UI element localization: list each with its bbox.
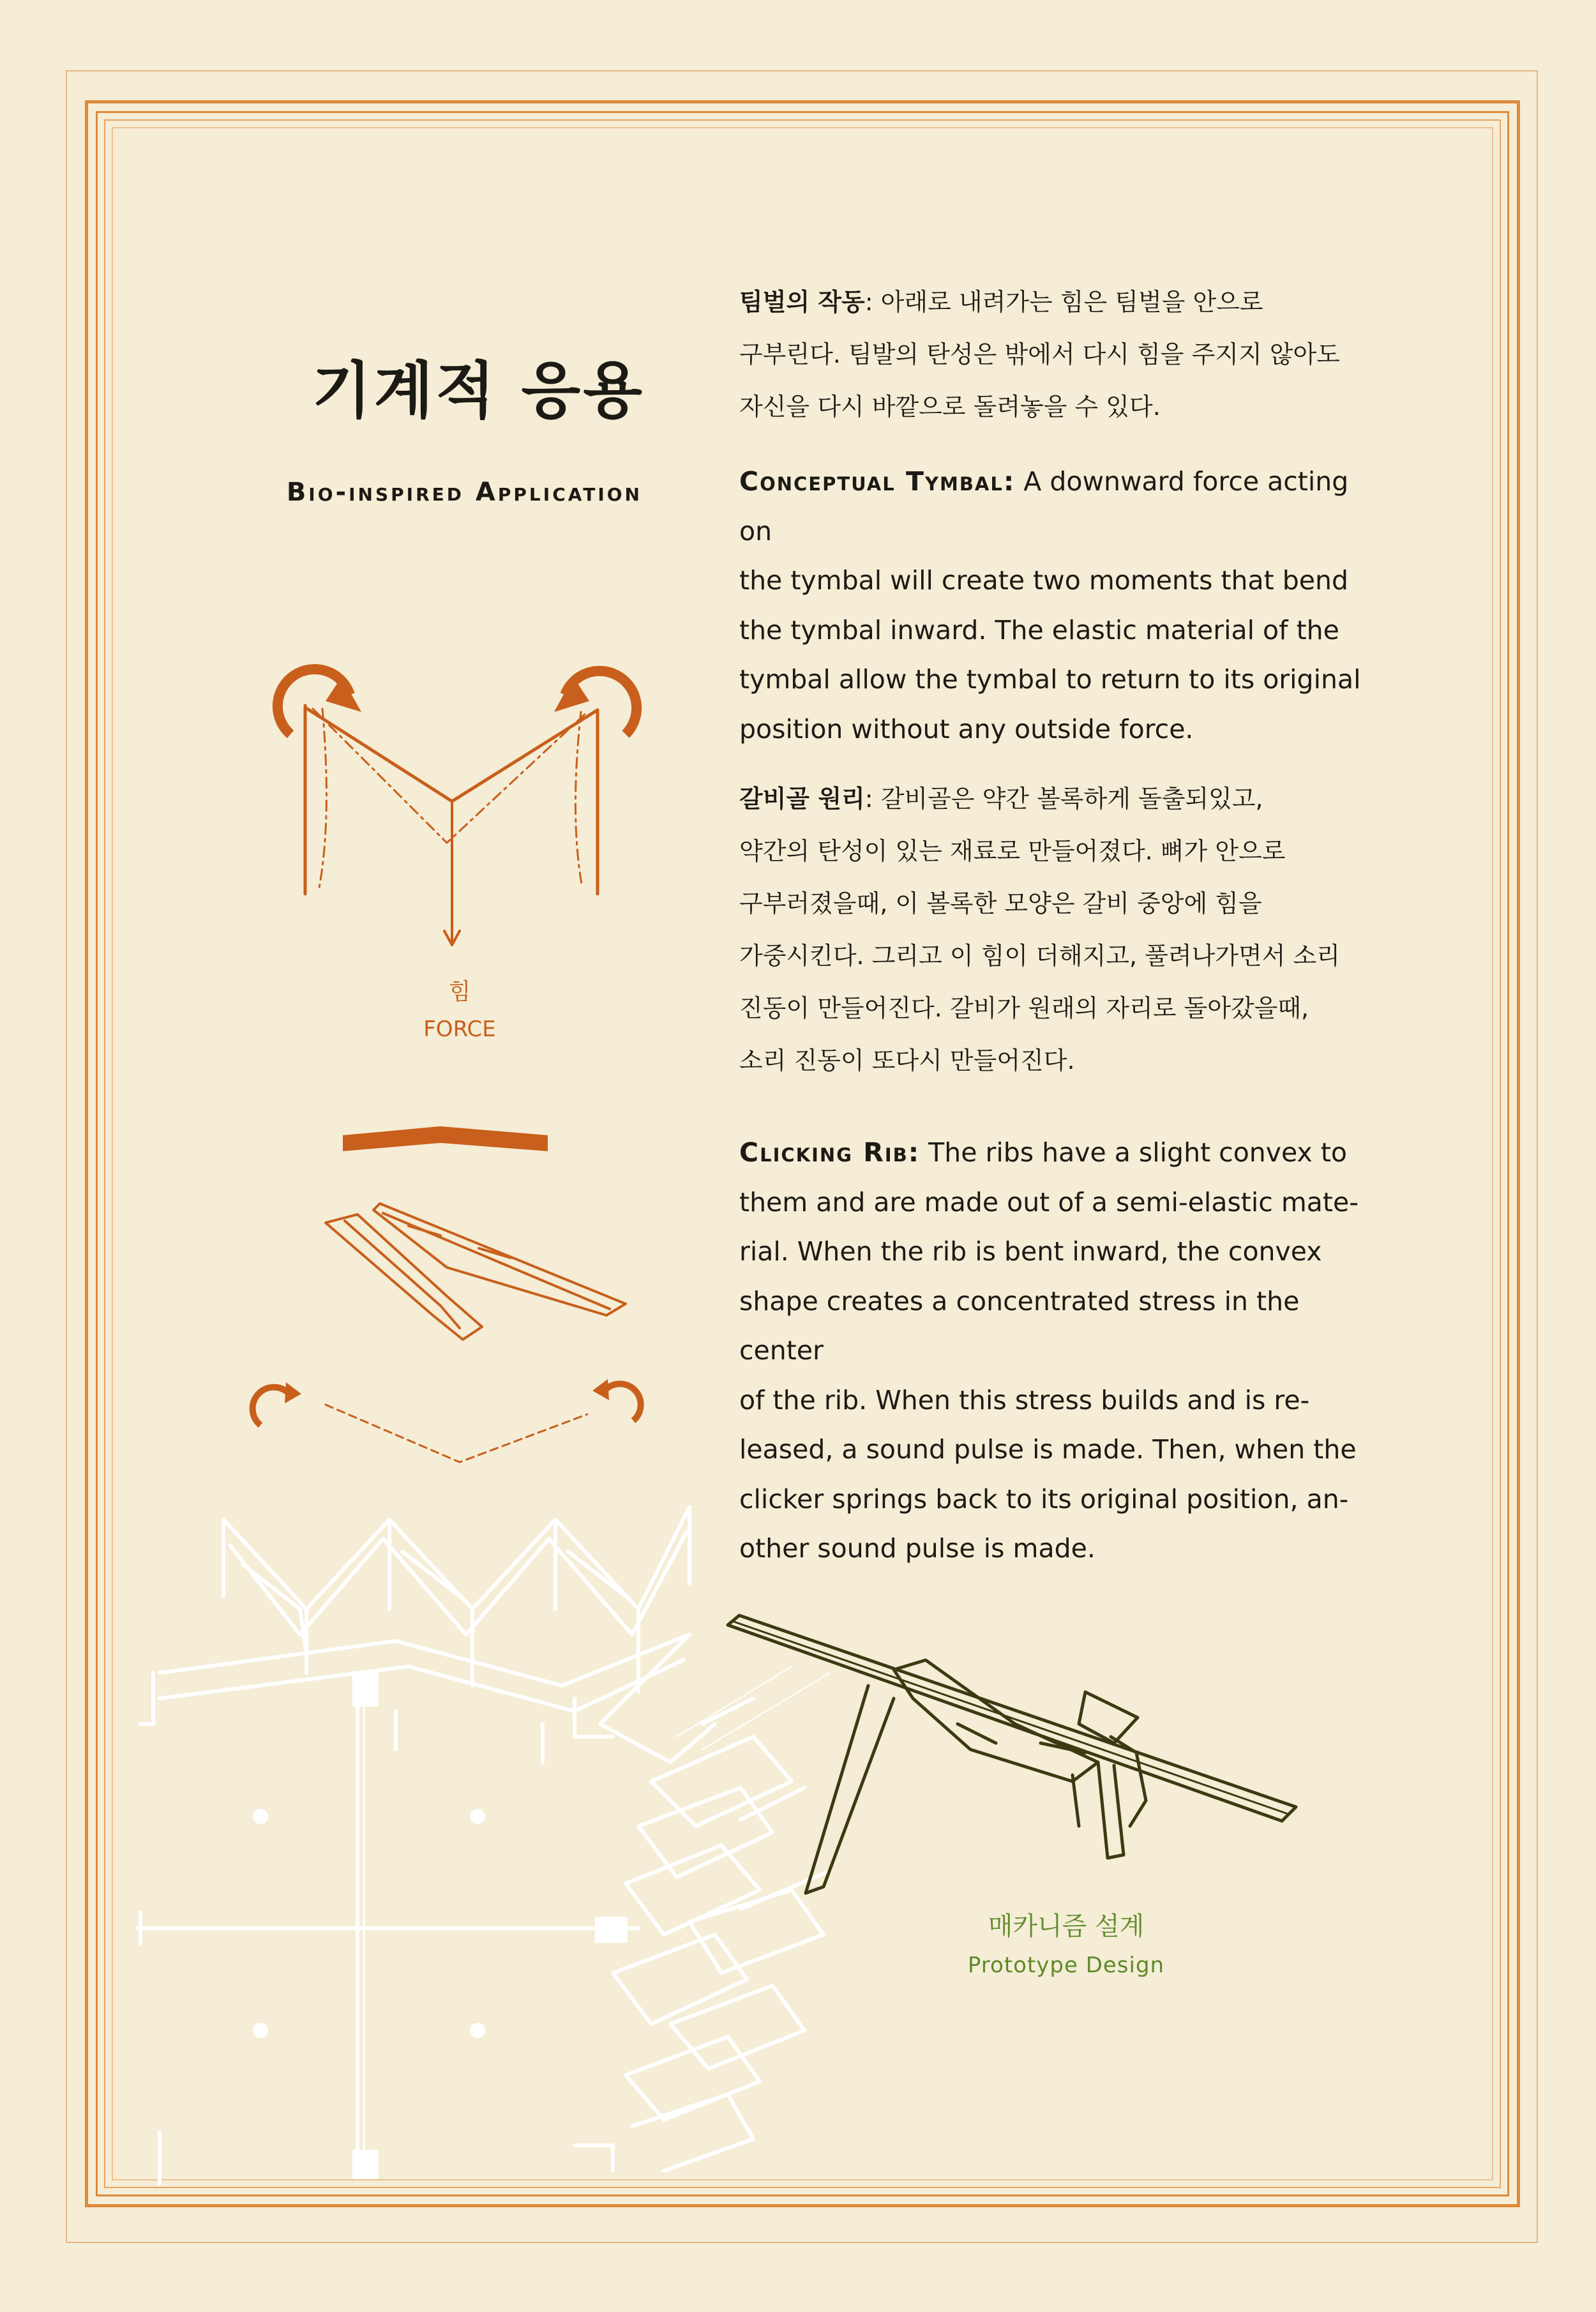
- tymbal-text-ko: [739, 276, 1378, 433]
- paragraph-line: 진동이 만들어진다. 갈비가 원래의 자리로 돌아갔을때,: [739, 994, 1309, 1022]
- white-sketch: [137, 1507, 830, 2184]
- paragraph-line: the tymbal inward. The elastic material of the: [739, 614, 1339, 646]
- prototype-mechanism: [728, 1615, 1296, 1893]
- prototype-label-ko: 매카니즘 설계: [988, 1912, 1145, 1941]
- paragraph-line: 팀벌의 작동: 아래로 내려가는 힘은 팀벌을 안으로: [739, 288, 1263, 316]
- rib-text-ko: [739, 773, 1378, 1087]
- paragraph-line: of the rib. When this stress builds and is re-: [739, 1384, 1310, 1416]
- tymbal-text-en: [739, 457, 1378, 754]
- paragraph-line: 소리 진동이 또다시 만들어진다.: [739, 1046, 1075, 1075]
- paragraph-line: them and are made out of a semi-elastic mate-: [739, 1186, 1359, 1218]
- paragraph-line: the tymbal will create two moments that bend: [739, 565, 1349, 596]
- paragraph-lead: Conceptual Tymbal:: [739, 466, 1016, 497]
- paragraph-line: position without any outside force.: [739, 713, 1194, 744]
- paragraph-line: [739, 1128, 1378, 1178]
- rib-bar: [343, 1126, 548, 1151]
- force-label-ko: 힘: [448, 979, 471, 1005]
- paragraph-line: 갈비골 원리: 갈비골은 약간 볼록하게 돌출되있고,: [739, 785, 1263, 813]
- paragraph-line: 가중시킨다. 그리고 이 힘이 더해지고, 풀려나가면서 소리: [739, 942, 1340, 970]
- paragraph-line-text: 갈비골은 약간 볼록하게 돌출되있고,: [880, 785, 1263, 813]
- paragraph-line-text: A downward force acting on: [739, 466, 1349, 547]
- paragraph-line: shape creates a concentrated stress in the center: [739, 1285, 1300, 1366]
- paragraph-line: 약간의 탄성이 있는 재료로 만들어졌다. 뼈가 안으로: [739, 837, 1286, 865]
- paragraph-line: clicker springs back to its original position, an-: [739, 1483, 1349, 1515]
- paragraph-line: [739, 457, 1378, 556]
- prototype-label-en: Prototype Design: [967, 1953, 1165, 1978]
- paragraph-line: 자신을 다시 바깥으로 돌려놓을 수 있다.: [739, 393, 1161, 421]
- paragraph-line: leased, a sound pulse is made. Then, when the: [739, 1434, 1357, 1465]
- curved-arrow-icon: [278, 669, 361, 734]
- tymbal-diagram: [305, 706, 598, 945]
- clicker-motion: [326, 1405, 587, 1462]
- clicking-rib-sketch: [326, 1204, 626, 1340]
- paragraph-line-text: The ribs have a slight convex to: [928, 1137, 1348, 1168]
- page-title: 기계적 응용: [312, 355, 645, 427]
- paragraph-line: other sound pulse is made.: [739, 1533, 1095, 1564]
- force-label-en: FORCE: [423, 1016, 496, 1042]
- curved-arrow-icon: [253, 1382, 301, 1425]
- paragraph-line: rial. When the rib is bent inward, the convex: [739, 1236, 1322, 1267]
- curved-arrow-icon: [554, 671, 636, 734]
- paragraph-lead: 갈비골 원리: [739, 785, 865, 813]
- paragraph-lead: 팀벌의 작동: [739, 288, 865, 316]
- page-subtitle: Bio-inspired Application: [286, 478, 642, 507]
- paragraph-line-text: 아래로 내려가는 힘은 팀벌을 안으로: [880, 288, 1263, 316]
- rib-text-en: [739, 1128, 1378, 1574]
- curved-arrow-icon: [592, 1379, 641, 1421]
- paragraph-line: tymbal allow the tymbal to return to its original: [739, 664, 1361, 695]
- paragraph-line: 구부린다. 팀발의 탄성은 밖에서 다시 힘을 주지지 않아도: [739, 340, 1340, 368]
- paragraph-line: 구부러졌을때, 이 볼록한 모양은 갈비 중앙에 힘을: [739, 889, 1262, 918]
- paragraph-lead: Clicking Rib:: [739, 1137, 921, 1168]
